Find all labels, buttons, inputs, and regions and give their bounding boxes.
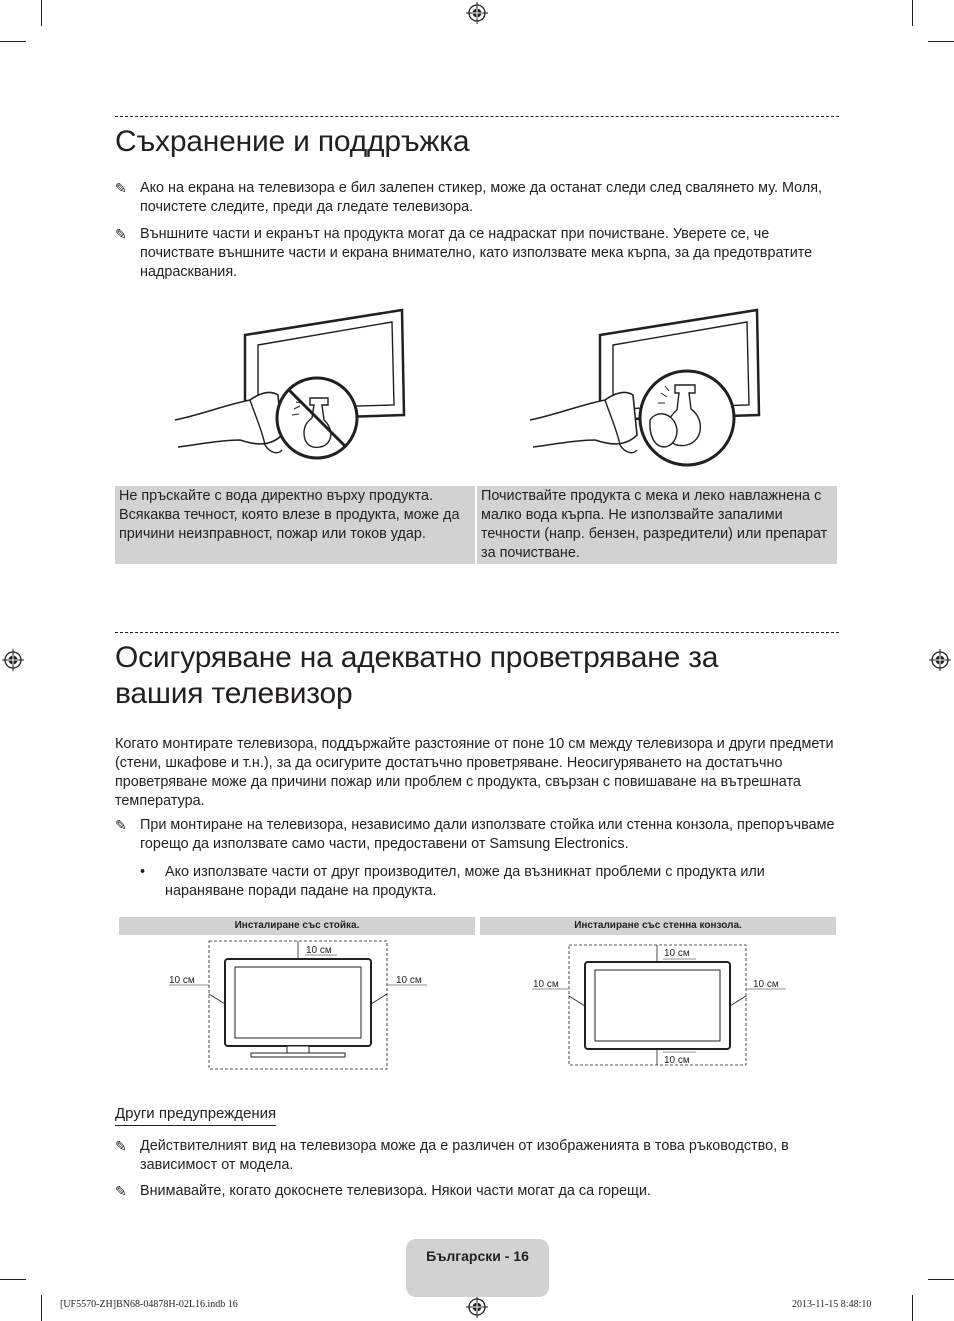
section-title-ventilation <box>115 640 718 712</box>
distance-label-right: 10 см <box>753 979 779 990</box>
note-item <box>115 816 840 854</box>
bullet-text: Ако използвате части от друг производител, може да възникнат проблеми с продукта или нараняване поради падане на продукта. <box>165 864 765 899</box>
stand-clearance-diagram <box>119 936 475 1070</box>
distance-label-top: 10 см <box>306 945 332 956</box>
page-number-tab <box>406 1239 549 1297</box>
no-spray-icon <box>277 378 357 458</box>
pencil-note-icon: ✎ <box>115 1183 127 1199</box>
crop-mark <box>912 1295 913 1321</box>
crop-mark <box>41 0 42 26</box>
crop-mark <box>912 0 913 26</box>
pencil-note-icon: ✎ <box>115 226 127 242</box>
note-text: При монтиране на телевизора, независимо дали използвате стойка или стенна конзола, препоръчваме горещо да използвате само части, предоставени от Samsung Electronics. <box>140 817 835 852</box>
ventilation-paragraph: Когато монтирате телевизора, поддържайте разстояние от поне 10 см между телевизора и други предмети (стени, шкафове и т.н.), за да осигурите достатъчно проветряване. Неосигуряването на достатъчно проветряване може да причини пожар или проблем с продукта, свързан с повишаване на вътрешната температура. <box>115 736 834 809</box>
footer-file-info: [UF5570-ZH]BN68-04878H-02L16.indb 16 <box>60 1299 238 1310</box>
caption-text: Не пръскайте с вода директно върху продукта. Всякаква течност, която влезе в продукта, може да причини неизправност, пожар или токов удар. <box>119 488 460 542</box>
crop-mark <box>928 41 954 42</box>
note-text: Ако на екрана на телевизора е бил залепен стикер, може да останат следи след свалянето му. Моля, почистете следите, преди да гледате телевизора. <box>140 180 823 215</box>
distance-label-left: 10 см <box>169 975 195 986</box>
pencil-note-icon: ✎ <box>115 817 127 833</box>
section-divider <box>115 116 839 117</box>
crop-mark <box>41 1295 42 1321</box>
section-title-storage: Съхранение и поддръжка <box>115 125 470 158</box>
note-item <box>115 1137 840 1175</box>
cloth-spray-icon <box>640 371 734 465</box>
pencil-note-icon: ✎ <box>115 180 127 196</box>
cloth-cleaning-illustration <box>525 305 775 475</box>
title-line: вашия телевизор <box>115 677 353 710</box>
note-text: Действителният вид на телевизора може да е различен от изображенията в това ръководство, в зависимост от модела. <box>140 1138 789 1173</box>
registration-mark-icon <box>929 649 951 671</box>
registration-mark-icon <box>466 2 488 24</box>
caption-cloth <box>477 486 837 564</box>
footer-timestamp: 2013-11-15 8:48:10 <box>792 1299 872 1310</box>
note-text: Външните части и екранът на продукта могат да се надраскат при почистване. Уверете се, че почиствате външните части и екрана внимателно, като използвате мека кърпа, за да предотвратите надрасквания. <box>140 226 813 280</box>
title-line: Осигуряване на адекватно проветряване за <box>115 641 719 674</box>
crop-mark <box>0 41 26 42</box>
no-spray-illustration <box>170 305 420 475</box>
note-item <box>115 1182 840 1201</box>
registration-mark-icon <box>466 1296 488 1318</box>
bullet-icon: • <box>140 864 146 880</box>
diagram-title-stand: Инсталиране със стойка. <box>119 917 475 935</box>
distance-label-left: 10 см <box>533 979 559 990</box>
registration-mark-icon <box>2 649 24 671</box>
distance-label-right: 10 см <box>396 975 422 986</box>
distance-label-bottom: 10 см <box>664 1055 690 1066</box>
crop-mark <box>928 1279 954 1280</box>
caption-text: Почиствайте продукта с мека и леко навлажнена с малко вода кърпа. Не използвайте запалими течности (напр. бензен, разредители) или препарат за почистване. <box>481 488 828 561</box>
crop-mark <box>0 1279 26 1280</box>
pencil-note-icon: ✎ <box>115 1138 127 1154</box>
note-item <box>115 225 840 282</box>
wall-clearance-diagram <box>480 936 836 1070</box>
subsection-title-warnings: Други предупреждения <box>115 1104 276 1126</box>
caption-no-spray <box>115 486 475 564</box>
note-item <box>115 179 840 217</box>
note-text: Внимавайте, когато докоснете телевизора. Някои части могат да са горещи. <box>140 1183 651 1199</box>
diagram-title-wall: Инсталиране със стенна конзола. <box>480 917 836 935</box>
page-label: Български - 16 <box>426 1248 529 1264</box>
bullet-item <box>140 863 840 901</box>
distance-label-top: 10 см <box>664 948 690 959</box>
section-divider <box>115 632 839 633</box>
